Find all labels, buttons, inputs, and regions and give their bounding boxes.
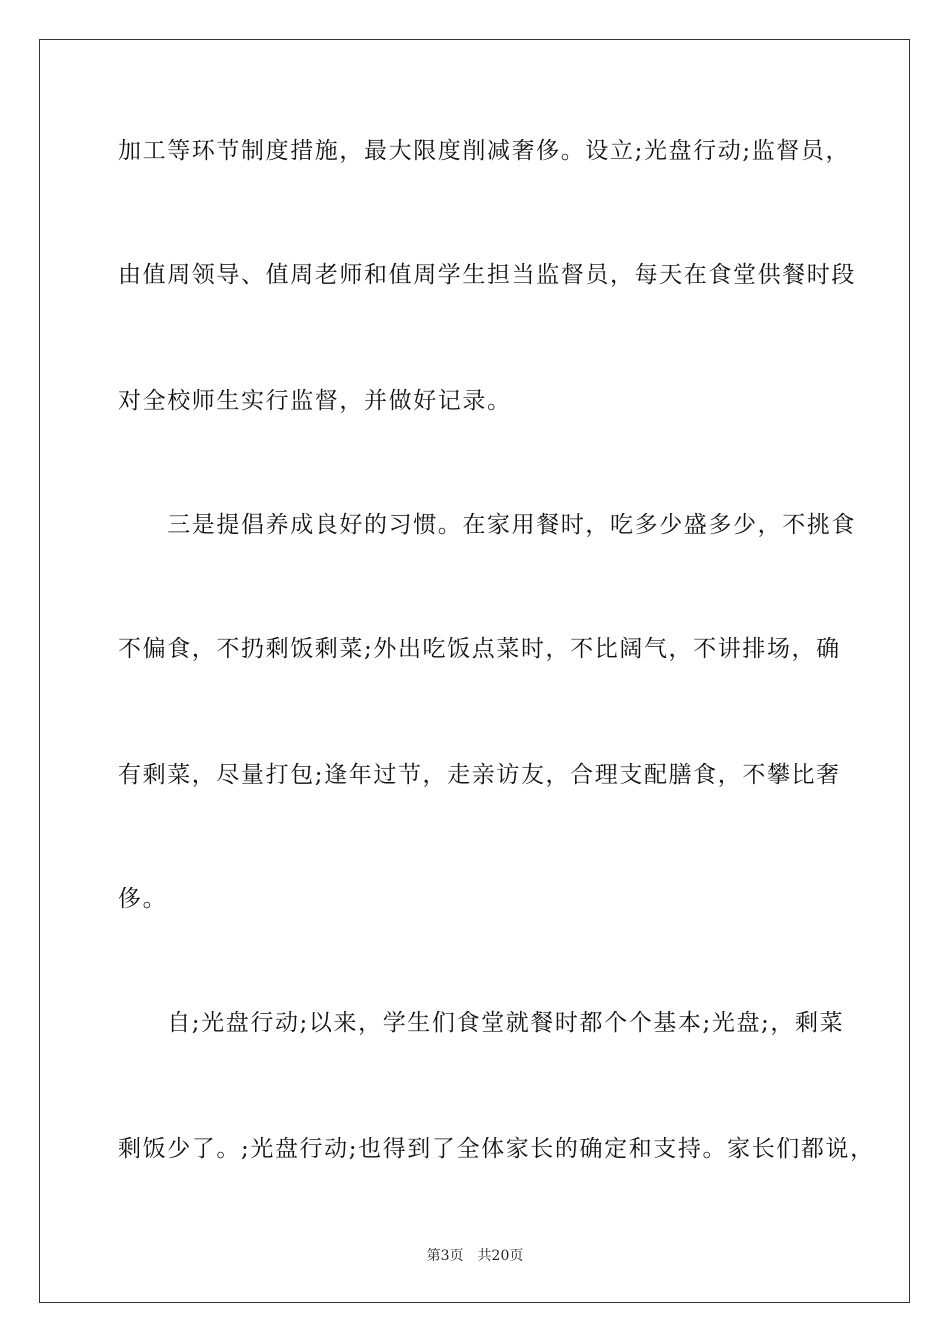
- body-text-line: 自;光盘行动;以来，学生们食堂就餐时都个个基本;光盘;，剩菜: [118, 1010, 845, 1036]
- body-text-line: 侈。: [118, 886, 168, 912]
- body-text-line: 有剩菜，尽量打包;逢年过节，走亲访友，合理支配膳食，不攀比奢: [118, 762, 841, 788]
- page-number: 第3页: [426, 1248, 464, 1264]
- body-text-line: 加工等环节制度措施，最大限度削减奢侈。设立;光盘行动;监督员，: [118, 138, 851, 164]
- body-text-line: 不偏食，不扔剩饭剩菜;外出吃饭点菜时，不比阔气，不讲排场，确: [118, 636, 841, 662]
- body-text-line: 由值周领导、值周老师和值周学生担当监督员，每天在食堂供餐时段: [118, 262, 856, 288]
- page-total: 共20页: [477, 1248, 524, 1264]
- page-border: [39, 39, 910, 1303]
- body-text-line: 三是提倡养成良好的习惯。在家用餐时，吃多少盛多少，不挑食: [118, 512, 856, 538]
- body-text-line: 剩饭少了。;光盘行动;也得到了全体家长的确定和支持。家长们都说，: [118, 1136, 875, 1162]
- page-footer: [0, 1245, 950, 1265]
- body-text-line: 对全校师生实行监督，并做好记录。: [118, 388, 512, 414]
